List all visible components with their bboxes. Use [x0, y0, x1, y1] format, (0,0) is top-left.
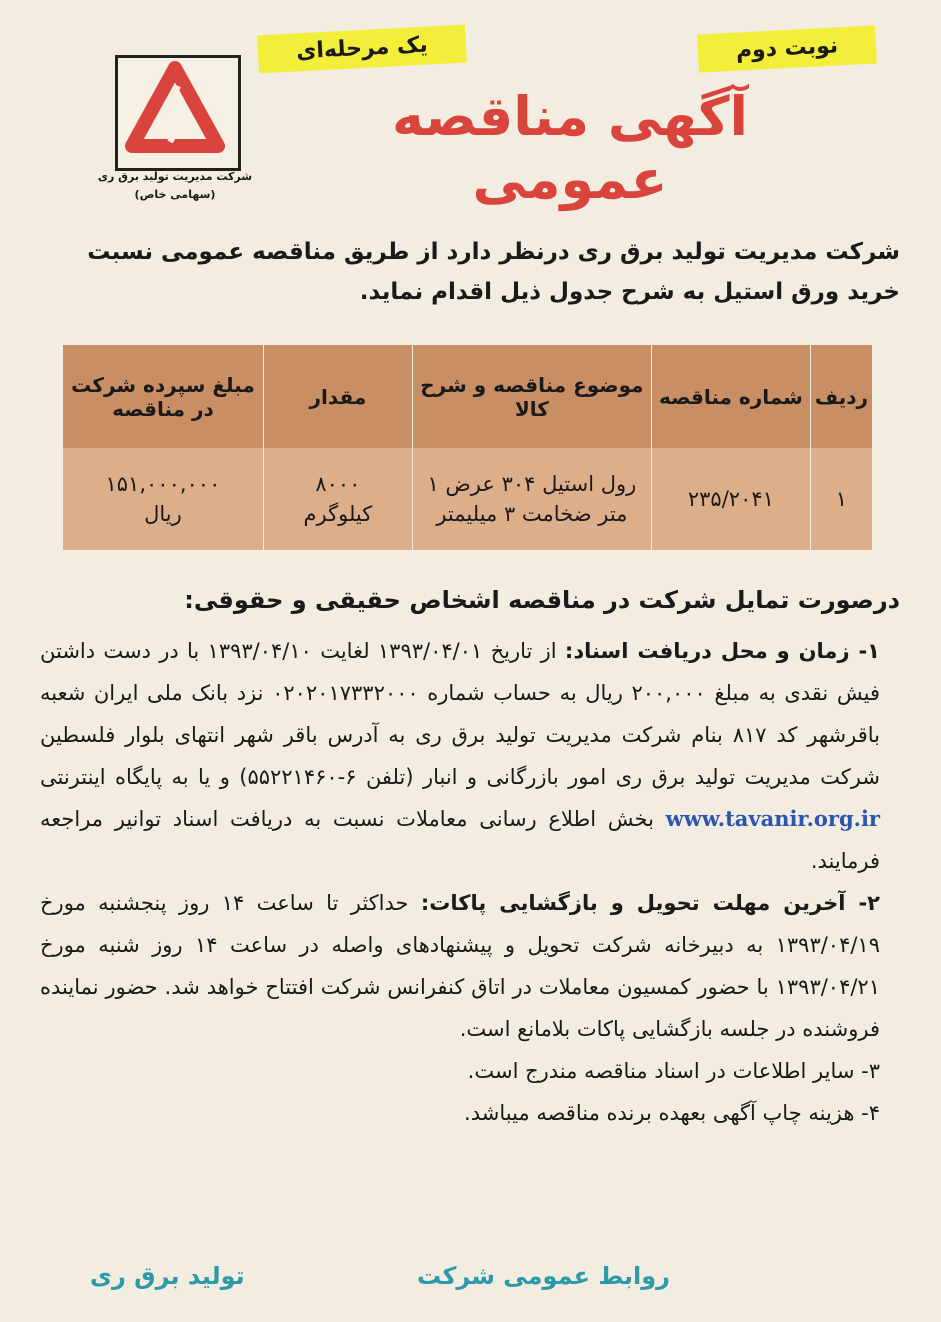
company-logo	[115, 55, 241, 171]
item-1-text: از تاریخ ۱۳۹۳/۰۴/۰۱ لغایت ۱۳۹۳/۰۴/۱۰ با در دست داشتن فیش نقدی به مبلغ ۲۰۰,۰۰۰ ریال به حساب شماره ۰۲۰۲۰۱۷۳۳۲۰۰۰ نزد بانک ملی ایران شعبه باقرشهر کد ۸۱۷ بنام شرکت مدیریت تولید برق ری به آدرس باقر شهر انتهای بلوار فلسطین شرکت مدیریت تولید برق ری امور بازرگانی و انبار (تلفن ۶-۵۵۲۲۱۴۶۰) و یا به پایگاه اینترنتی	[40, 639, 880, 789]
item-1	[40, 630, 880, 882]
cell-deposit	[63, 448, 264, 550]
header-amount: مقدار	[263, 345, 412, 448]
cell-subject: رول استیل ۳۰۴ عرض ۱ متر ضخامت ۳ میلیمتر	[412, 448, 651, 550]
signature-left: تولید برق ری	[90, 1262, 245, 1290]
cell-amount	[263, 448, 412, 550]
item-2-heading: ۲- آخرین مهلت تحویل و بازگشایی پاکات:	[420, 891, 880, 915]
tender-table	[62, 345, 872, 550]
amount-value: ۸۰۰۰	[315, 472, 361, 496]
header-index: ردیف	[810, 345, 872, 448]
logo-caption-company: شرکت مدیریت تولید برق ری	[97, 170, 253, 183]
conditions-heading: درصورت تمایل شرکت در مناقصه اشخاص حقیقی و حقوقی:	[184, 586, 900, 614]
item-4: ۴- هزینه چاپ آگهی بعهده برنده مناقصه میباشد.	[464, 1101, 880, 1125]
page-title: آگهی مناقصه عمومی	[391, 85, 749, 211]
item-2	[40, 882, 880, 1050]
table-header-row	[63, 345, 873, 448]
tavanir-link[interactable]: www.tavanir.org.ir	[665, 806, 880, 831]
deposit-value: ۱۵۱,۰۰۰,۰۰۰	[105, 472, 221, 496]
logo-caption-type: (سهامی خاص)	[134, 188, 216, 201]
cell-index: ۱	[810, 448, 872, 550]
amount-unit: کیلوگرم	[303, 502, 373, 526]
item-1-heading: ۱- زمان و محل دریافت اسناد:	[564, 639, 880, 663]
table-row	[63, 448, 873, 550]
cell-number: ۲۳۵/۲۰۴۱	[651, 448, 810, 550]
deposit-unit: ریال	[144, 502, 182, 526]
header-number: شماره مناقصه	[651, 345, 810, 448]
item-2-text: حداکثر تا ساعت ۱۴ روز پنجشنبه مورخ ۱۳۹۳/۰۴/۱۹ به دبیرخانه شرکت تحویل و پیشنهادهای واصله در ساعت ۱۴ روز شنبه مورخ ۱۳۹۳/۰۴/۲۱ با حضور کمسیون معاملات در اتاق کنفرانس شرکت افتتاح خواهد شد. حضور نماینده فروشنده در جلسه بازگشایی پاکات بلامانع است.	[40, 891, 880, 1041]
signature-right: روابط عمومی شرکت	[417, 1262, 670, 1290]
item-3: ۳- سایر اطلاعات در اسناد مناقصه مندرج است.	[467, 1059, 880, 1083]
intro-paragraph: شرکت مدیریت تولید برق ری درنظر دارد از طریق مناقصه عمومی نسبت خرید ورق استیل به شرح جدول ذیل اقدام نماید.	[87, 239, 900, 305]
conditions-body	[40, 630, 880, 1134]
header-deposit: مبلغ سپرده شرکت در مناقصه	[63, 345, 264, 448]
logo-caption	[95, 168, 255, 204]
round-badge: نوبت دوم	[697, 25, 877, 72]
triangle-lightning-logo-icon	[118, 58, 232, 162]
stage-badge: یک مرحله‌ای	[257, 25, 467, 74]
item-1-text-continued: بخش اطلاع رسانی معاملات نسبت به دریافت اسناد توانیر مراجعه فرمایند.	[40, 807, 880, 873]
header-subject: موضوع مناقصه و شرح کالا	[412, 345, 651, 448]
